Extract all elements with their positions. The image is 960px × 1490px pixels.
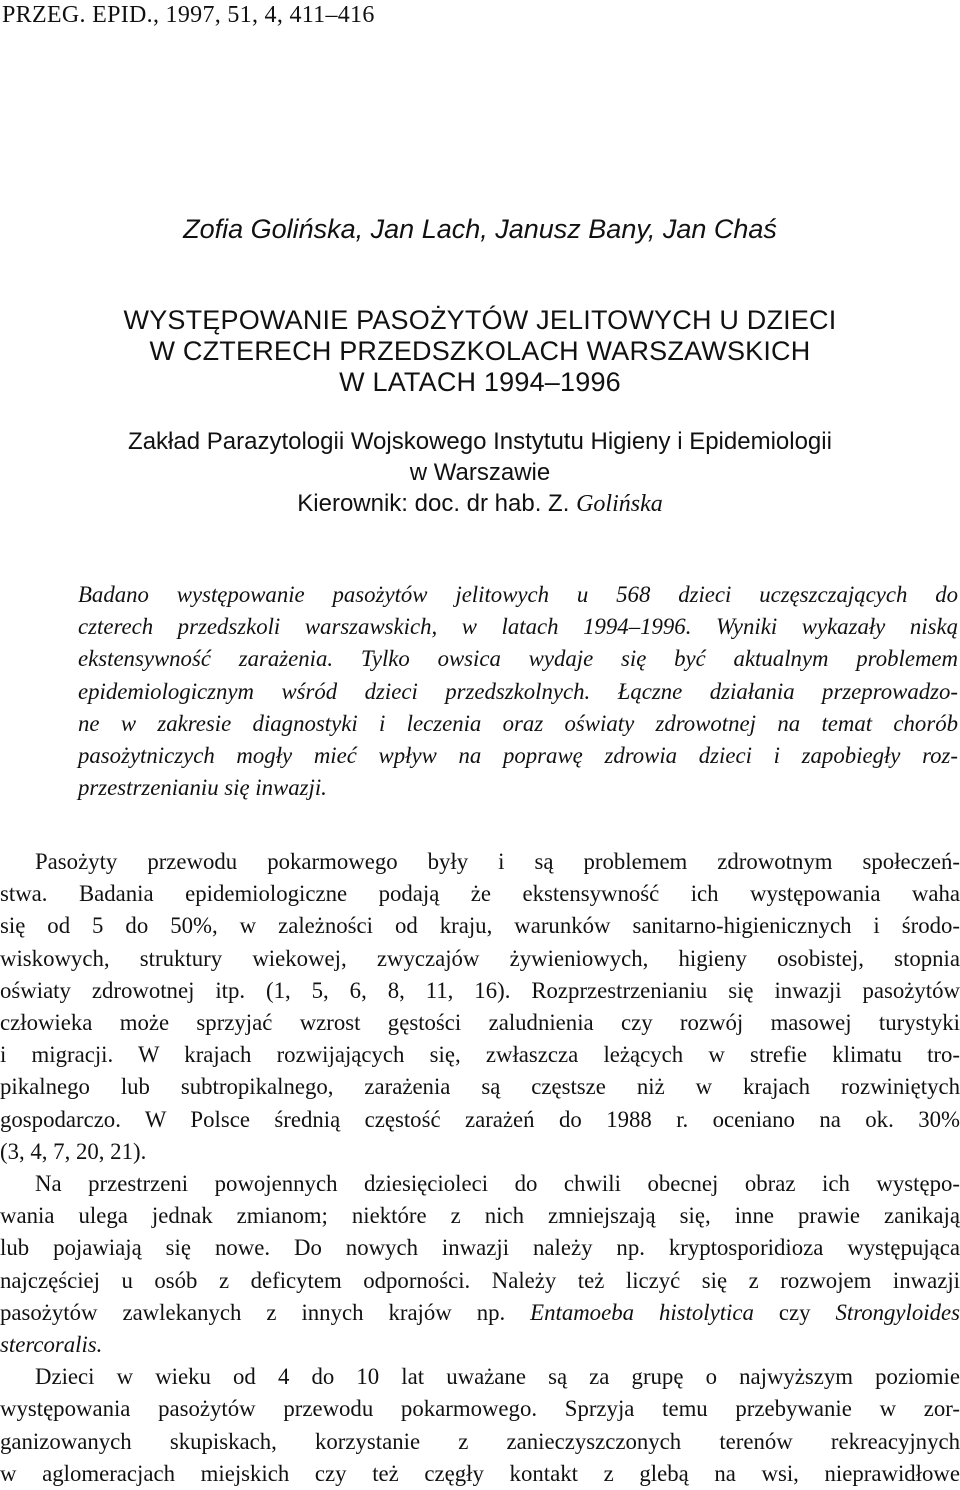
body-line: Pasożyty przewodu pokarmowego były i są problemem zdrowotnym społeczeń- (35, 849, 960, 874)
title-line: W CZTERECH PRZEDSZKOLACH WARSZAWSKICH (149, 336, 811, 366)
affiliation-head (0, 488, 960, 520)
body-line: w aglomeracjach miejskich czy też częgły kontakt z glebą na wsi, nieprawidłowe (0, 1460, 960, 1486)
body-line: stwa. Badania epidemiologiczne podają że ekstensywność ich występowania waha (0, 881, 960, 907)
body-line: pikalnego lub subtropikalnego, zarażenia są częstsze niż w krajach rozwiniętych (0, 1074, 960, 1100)
head-prefix: Kierownik: doc. dr hab. Z. (297, 490, 577, 517)
body-line: (3, 4, 7, 20, 21). (0, 1138, 147, 1164)
species-name: Strongyloides (835, 1299, 960, 1325)
head-name: Golińska (576, 491, 663, 517)
body-line: człowieka może sprzyjać wzrost gęstości zaludnienia czy rozwój masowej turystyki (0, 1010, 960, 1036)
body-line (0, 1297, 960, 1329)
body-line: i migracji. W krajach rozwijających się, zwłaszcza leżących w strefie klimatu tro- (0, 1042, 960, 1068)
journal-reference: PRZEG. EPID., 1997, 51, 4, 411–416 (2, 2, 375, 28)
abstract-line: ne w zakresie diagnostyki i leczenia oraz oświaty zdrowotnej na temat chorób (78, 710, 958, 736)
body-line: gospodarczo. W Polsce średnią częstość zarażeń do 1988 r. oceniano na ok. 30% (0, 1106, 960, 1132)
body-text-run: pasożytów zawlekanych z innych krajów np. (0, 1299, 531, 1325)
body-line: oświaty zdrowotnej itp. (1, 5, 6, 8, 11, 16). Rozprzestrzenianiu się inwazji pasożytów (0, 977, 960, 1003)
body-line: wiskowych, struktury wiekowej, zwyczajów żywieniowych, higieny osobistej, stopnia (0, 945, 960, 971)
title-line: W LATACH 1994–1996 (339, 367, 621, 397)
affiliation-institute: Zakład Parazytologii Wojskowego Instytutu Higieny i Epidemiologii (128, 428, 832, 455)
body-line: Na przestrzeni powojennych dziesięcioleci do chwili obecnej obraz ich występo- (35, 1171, 960, 1197)
species-name: Entamoeba histolytica (530, 1299, 754, 1325)
abstract-line: czterech przedszkoli warszawskich, w latach 1994–1996. Wyniki wykazały niską (78, 614, 958, 640)
abstract (78, 579, 958, 804)
title-line: WYSTĘPOWANIE PASOŻYTÓW JELITOWYCH U DZIECI (123, 305, 837, 335)
abstract-line: pasożytniczych mogły mieć wpływ na poprawę zdrowia dzieci i zapobiegły roz- (78, 743, 958, 769)
body-text (0, 846, 960, 1490)
abstract-line: epidemiologicznym wśród dzieci przedszkolnych. Łączne działania przeprowadzo- (78, 678, 958, 704)
article-title (0, 305, 960, 398)
body-line: najczęściej u osób z deficytem odporności. Należy też liczyć się z rozwojem inwazji (0, 1267, 960, 1293)
body-line: lub pojawiają się nowe. Do nowych inwazji należy np. kryptosporidioza występująca (0, 1235, 960, 1261)
affiliation-city: w Warszawie (409, 459, 551, 486)
body-line: występowania pasożytów przewodu pokarmowego. Sprzyja temu przebywanie w zor- (0, 1396, 960, 1422)
abstract-line: przestrzenianiu się inwazji. (78, 775, 327, 801)
authors: Zofia Golińska, Jan Lach, Janusz Bany, Jan Chaś (183, 214, 777, 244)
body-line: Dzieci w wieku od 4 do 10 lat uważane są za grupę o najwyższym poziomie (35, 1364, 960, 1390)
affiliation (0, 426, 960, 520)
body-line: wania ulega jednak zmianom; niektóre z nich zmniejszają się, inne prawie zanikają (0, 1203, 960, 1229)
body-line (0, 1329, 960, 1361)
abstract-line: Badano występowanie pasożytów jelitowych u 568 dzieci uczęszczających do (78, 582, 958, 607)
body-text-run: czy (753, 1299, 836, 1325)
body-line: się od 5 do 50%, w zależności od kraju, warunków sanitarno-higienicznych i środo- (0, 913, 960, 939)
species-name: stercoralis. (0, 1332, 103, 1358)
body-line: ganizowanych skupiskach, korzystanie z zanieczyszczonych terenów rekreacyjnych (0, 1428, 960, 1454)
abstract-line: ekstensywność zarażenia. Tylko owsica wydaje się być aktualnym problemem (78, 646, 958, 672)
